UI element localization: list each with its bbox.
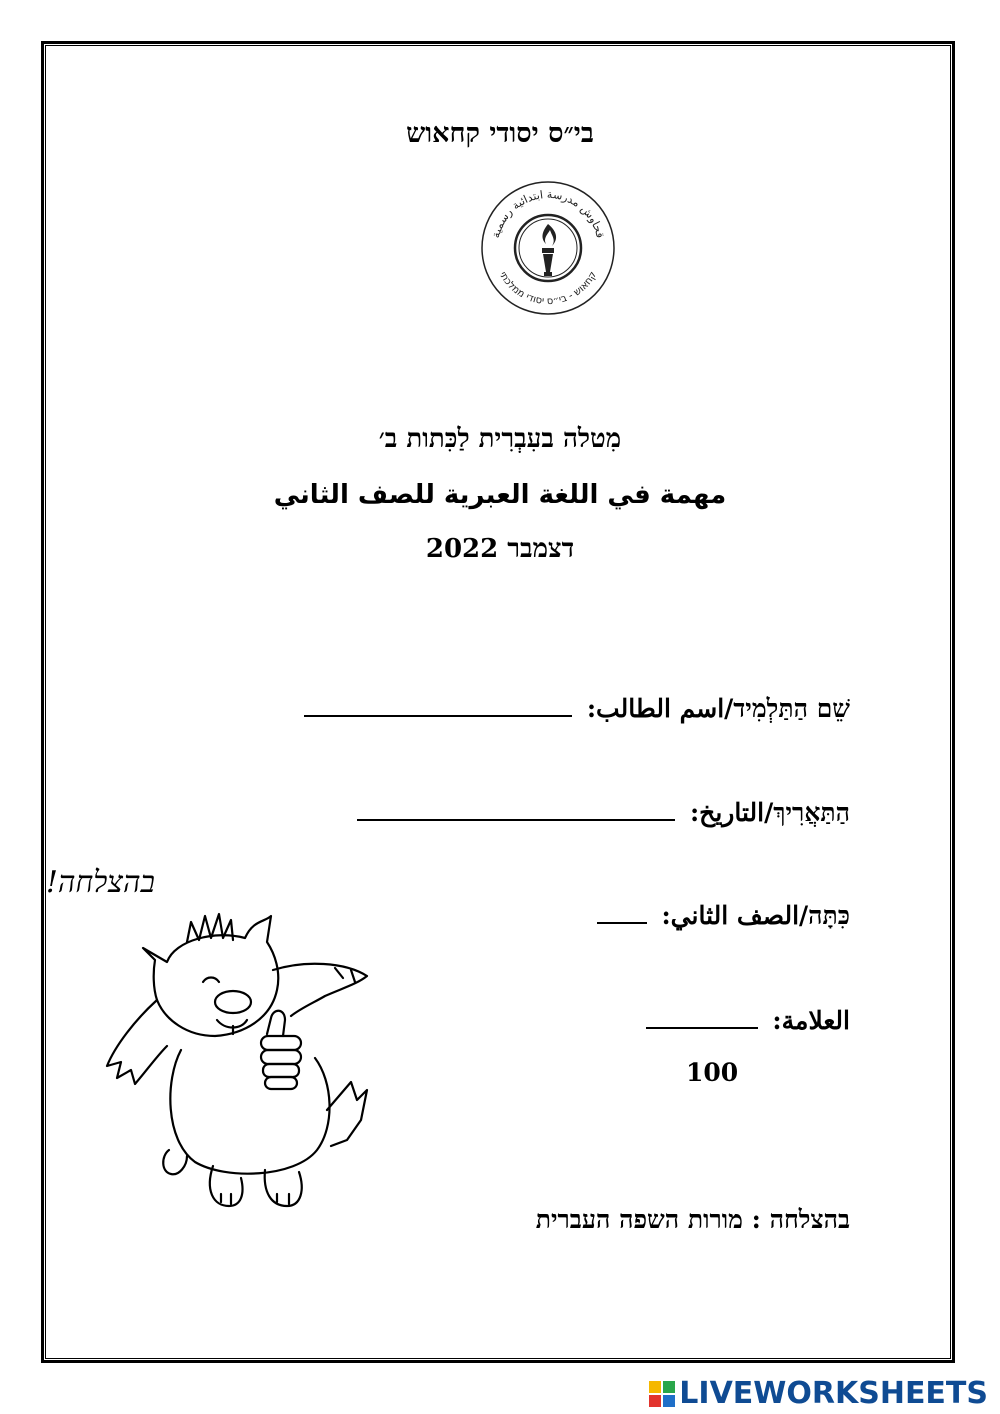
class-row	[597, 900, 850, 931]
liveworksheets-brand-name: LIVEWORKSHEETS	[679, 1376, 988, 1411]
liveworksheets-brand	[649, 1376, 988, 1411]
grade-total: 100	[686, 1058, 739, 1087]
school-name: בי״ס יסודי קחאוש	[406, 118, 594, 149]
date-row	[357, 797, 850, 828]
good-luck-footer: בהצלחה : מורות השפה העברית	[535, 1205, 850, 1234]
grade-label: العلامة:	[772, 1006, 850, 1035]
seal-arabic-text: قحاوش مدرسة ابتدائية رسمية	[489, 187, 607, 240]
liveworksheets-logo-icon	[649, 1381, 675, 1407]
student-name-row	[304, 693, 850, 724]
task-date: דצמבר 2022	[425, 534, 575, 564]
date-input[interactable]	[357, 797, 675, 821]
seal-hebrew-text: קחאוש - בי״ס יסודי ממלכתי	[496, 269, 600, 308]
date-label: הַתַּאֲרִיךְ/التاريخ:	[689, 798, 850, 827]
task-title-hebrew: מִטלה בעִבְרִית לַכִּתות ב׳	[378, 424, 622, 454]
grade-input[interactable]	[646, 1005, 758, 1029]
class-label: כִּתָּה/الصف الثاني:	[661, 901, 850, 930]
student-name-label: שֵׁם הַתַּלְמִיד/اسم الطالب:	[586, 694, 850, 723]
student-name-input[interactable]	[304, 693, 572, 717]
grade-row	[646, 1005, 850, 1035]
task-title-arabic: مهمة في اللغة العبرية للصف الثاني	[273, 480, 727, 510]
thumbs-up-cat-icon	[45, 850, 385, 1230]
class-input[interactable]	[597, 900, 647, 924]
cartoon-caption: בהצלחה!	[45, 865, 155, 900]
torch-seal-icon	[480, 180, 616, 316]
